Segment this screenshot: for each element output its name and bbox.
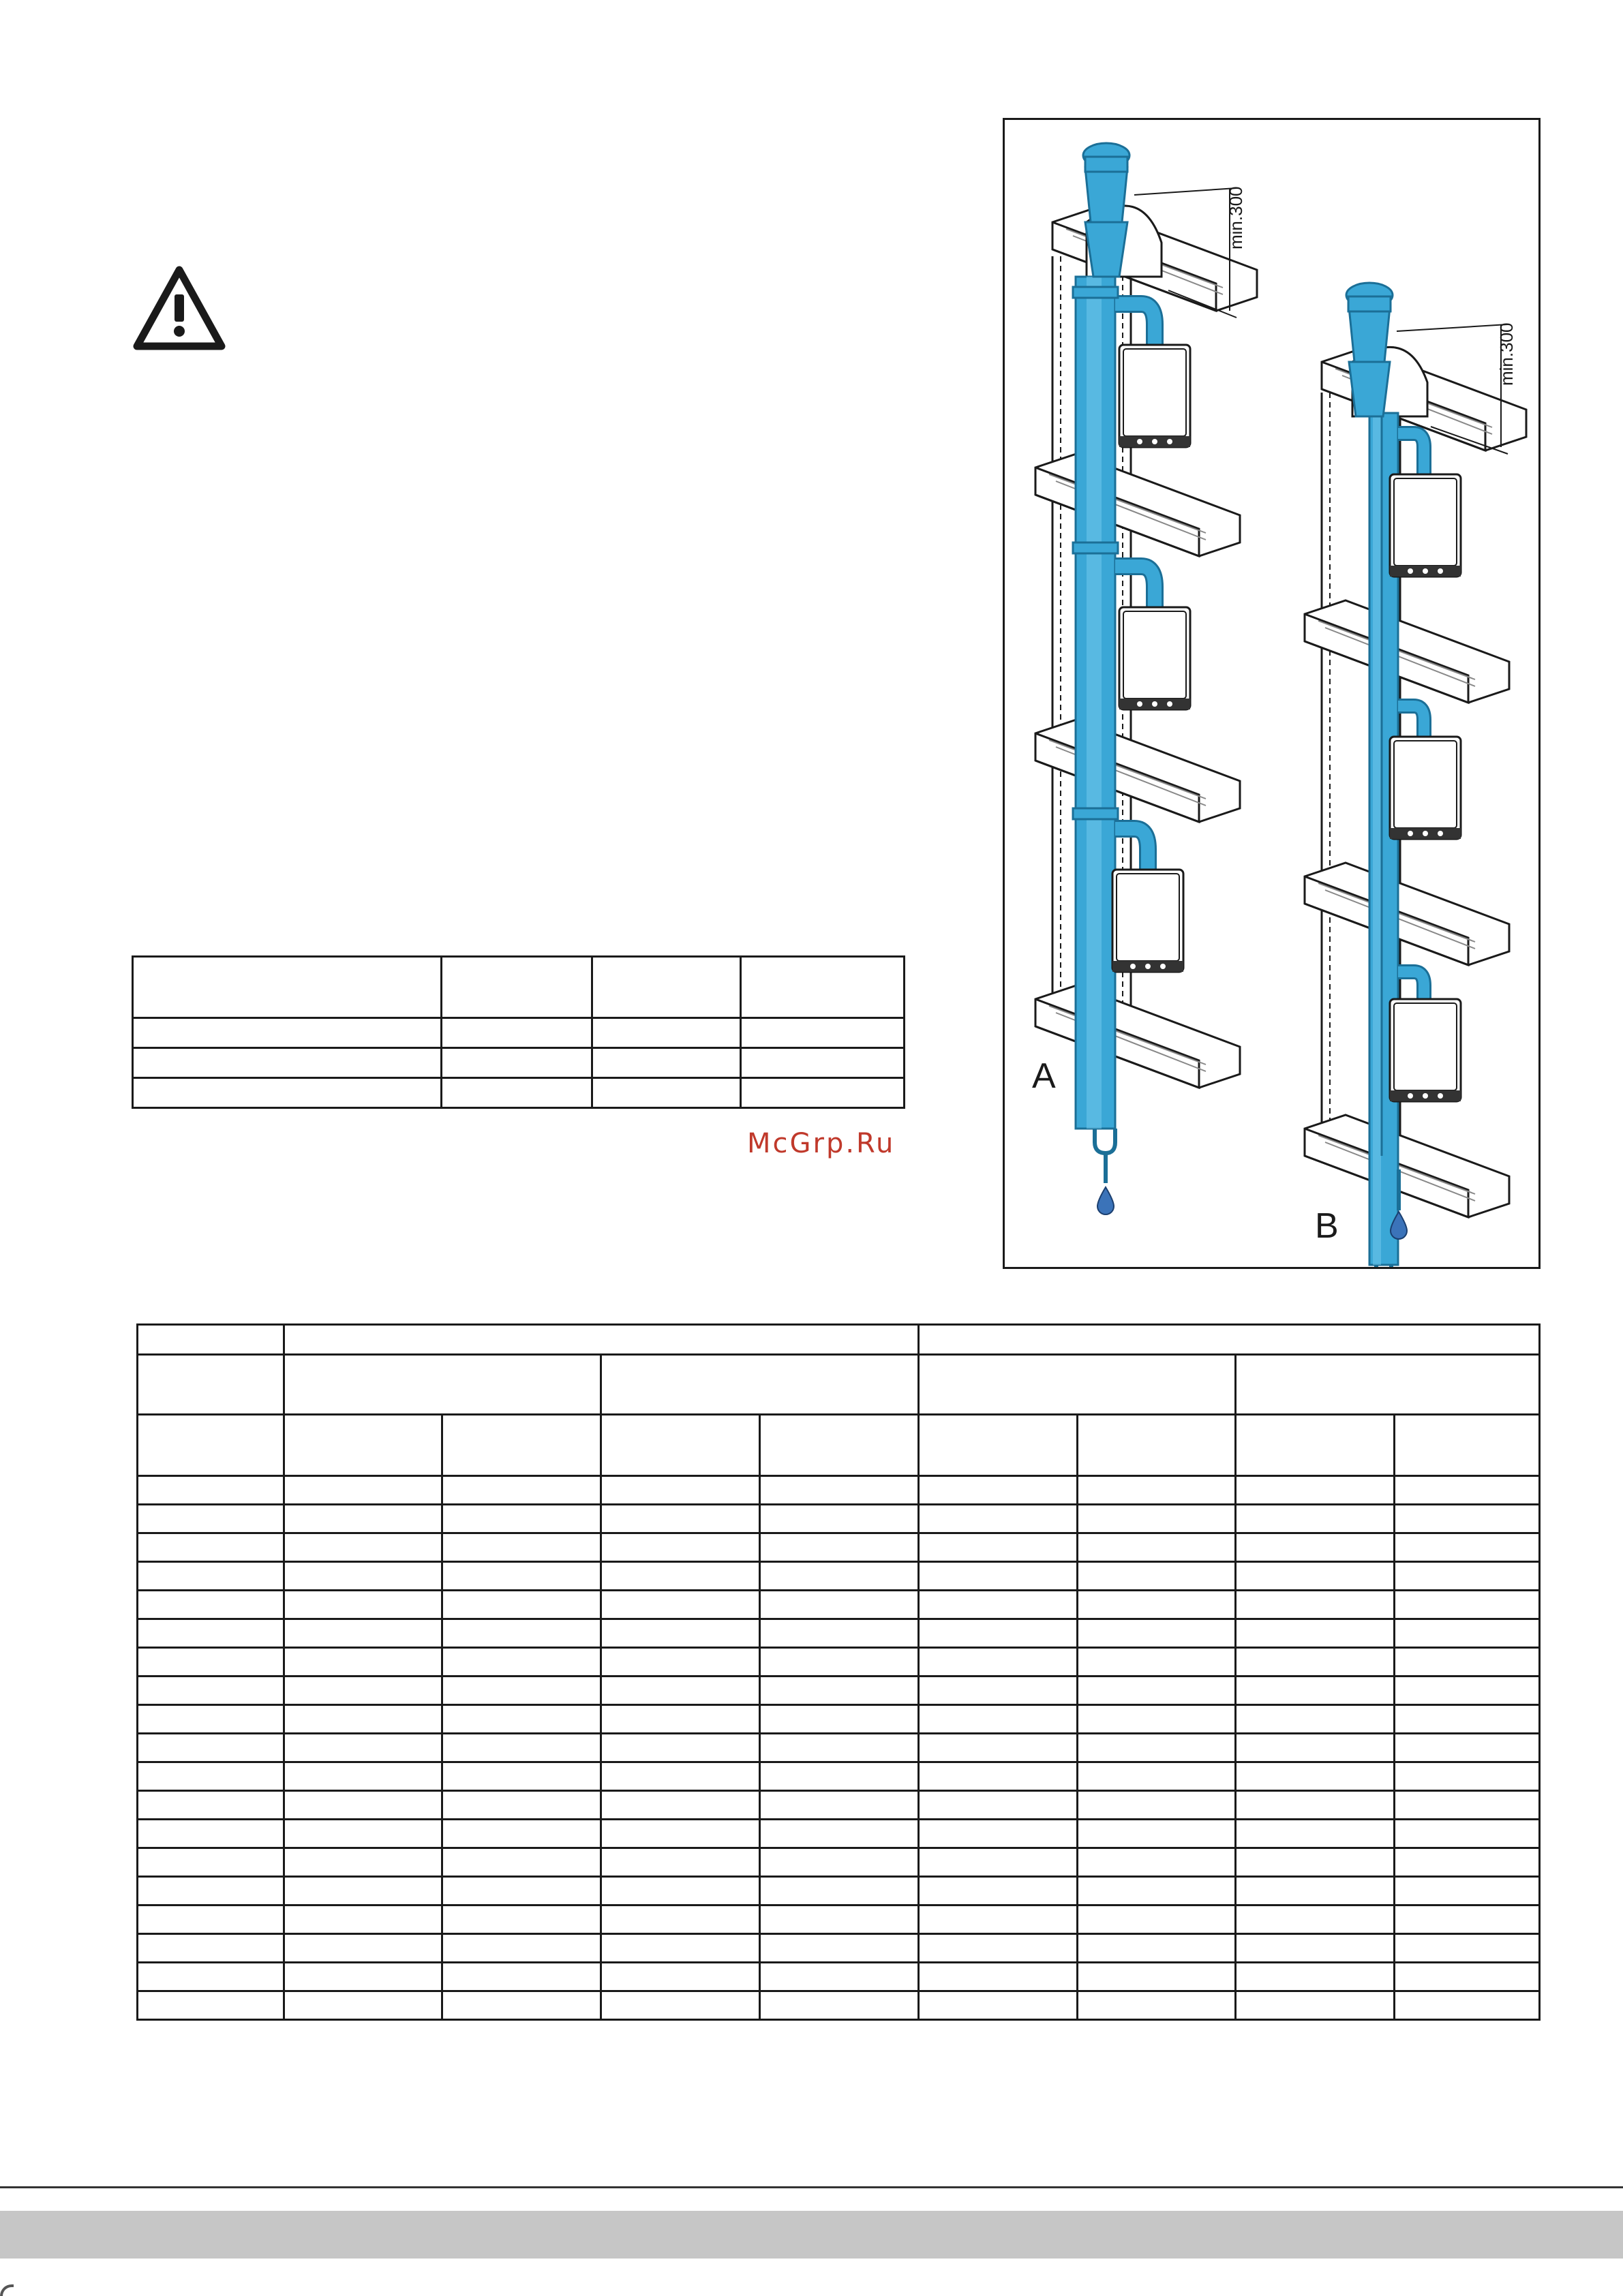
large-table-cell	[919, 1848, 1078, 1877]
large-table-cell	[1236, 1648, 1395, 1677]
large-table-cell	[919, 1476, 1078, 1505]
large-table-cell	[1078, 1905, 1236, 1934]
table-row	[138, 1591, 1540, 1619]
large-table-cell	[760, 1991, 919, 2020]
large-table-cell	[601, 1963, 760, 1991]
large-table-cell	[1236, 1820, 1395, 1848]
large-table-cell	[138, 1848, 284, 1877]
large-table-cell	[1395, 1762, 1540, 1791]
small-table-cell	[741, 1078, 905, 1108]
large-table-cell	[1395, 1734, 1540, 1762]
large-table-cell	[919, 1677, 1078, 1705]
dimension-label-a: min.300	[1226, 186, 1246, 249]
large-table-cell	[284, 1848, 442, 1877]
large-table-cell	[1395, 1934, 1540, 1963]
large-table-cell	[760, 1734, 919, 1762]
large-table-cell	[1078, 1991, 1236, 2020]
large-table-cell	[760, 1591, 919, 1619]
large-table-cell	[1078, 1762, 1236, 1791]
large-table-cell	[760, 1905, 919, 1934]
large-table-cell	[442, 1820, 601, 1848]
large-table-cell	[1236, 1877, 1395, 1905]
large-table-cell	[138, 1705, 284, 1734]
large-table-cell	[138, 1734, 284, 1762]
large-table-cell	[138, 1562, 284, 1591]
small-table	[132, 955, 905, 1109]
large-table-cell	[284, 1705, 442, 1734]
large-table-cell	[601, 1355, 919, 1415]
small-table-cell	[741, 1018, 905, 1048]
large-table-cell	[1078, 1648, 1236, 1677]
table-row	[138, 1562, 1540, 1591]
large-table-cell	[1395, 1591, 1540, 1619]
large-table-cell	[442, 1991, 601, 2020]
large-table-cell	[284, 1619, 442, 1648]
chimney-installation-figure	[1005, 120, 1538, 1267]
large-table-cell	[138, 1905, 284, 1934]
large-table-cell	[138, 1762, 284, 1791]
large-table-cell	[760, 1705, 919, 1734]
large-table-cell	[1236, 1562, 1395, 1591]
figure-a	[1032, 143, 1257, 1214]
small-table-cell	[442, 1018, 592, 1048]
large-table-cell	[1236, 1591, 1395, 1619]
large-table-cell	[284, 1648, 442, 1677]
large-table-cell	[760, 1562, 919, 1591]
large-table-cell	[442, 1476, 601, 1505]
large-table-cell	[284, 1762, 442, 1791]
figure-label-a: A	[1032, 1056, 1056, 1096]
large-table-cell	[760, 1648, 919, 1677]
table-row	[138, 1791, 1540, 1820]
large-table-cell	[760, 1848, 919, 1877]
large-table-cell	[284, 1476, 442, 1505]
large-table-cell	[1395, 1476, 1540, 1505]
large-table-cell	[284, 1877, 442, 1905]
large-table-cell	[1078, 1415, 1236, 1476]
large-table-cell	[442, 1877, 601, 1905]
large-table-cell	[284, 1533, 442, 1562]
large-table-cell	[284, 1591, 442, 1619]
large-table-cell	[138, 1677, 284, 1705]
large-table-cell	[601, 1762, 760, 1791]
small-table-cell	[592, 1048, 741, 1078]
large-table-cell	[284, 1562, 442, 1591]
large-table-cell	[442, 1734, 601, 1762]
large-table-cell	[442, 1963, 601, 1991]
large-table-cell	[1236, 1705, 1395, 1734]
large-table-cell	[442, 1533, 601, 1562]
large-table-cell	[1078, 1677, 1236, 1705]
small-table-cell	[592, 957, 741, 1018]
small-table-cell	[442, 1078, 592, 1108]
large-table-cell	[1395, 1905, 1540, 1934]
table-row	[138, 1476, 1540, 1505]
large-table-cell	[1078, 1562, 1236, 1591]
large-table-cell	[442, 1591, 601, 1619]
large-table-cell	[1395, 1505, 1540, 1533]
large-table-cell	[138, 1991, 284, 2020]
large-table-cell	[1395, 1562, 1540, 1591]
large-table-cell	[1236, 1533, 1395, 1562]
large-table-cell	[284, 1934, 442, 1963]
figure-label-b: B	[1315, 1206, 1339, 1246]
large-table-cell	[760, 1762, 919, 1791]
small-table-cell	[741, 957, 905, 1018]
large-table-cell	[138, 1877, 284, 1905]
large-table-cell	[1078, 1619, 1236, 1648]
large-table-cell	[1395, 1619, 1540, 1648]
large-table-cell	[1078, 1791, 1236, 1820]
large-table-cell	[1078, 1848, 1236, 1877]
large-table-cell	[919, 1705, 1078, 1734]
large-table-cell	[1236, 1734, 1395, 1762]
large-table-cell	[601, 1677, 760, 1705]
large-table-cell	[919, 1648, 1078, 1677]
large-table-cell	[442, 1905, 601, 1934]
large-table-cell	[919, 1734, 1078, 1762]
large-table-cell	[1236, 1505, 1395, 1533]
large-table-cell	[760, 1820, 919, 1848]
large-table-cell	[601, 1648, 760, 1677]
large-table-cell	[442, 1619, 601, 1648]
dimension-label-b: min.300	[1496, 322, 1517, 386]
large-table-cell	[919, 1325, 1540, 1355]
small-table-cell	[741, 1048, 905, 1078]
large-table-cell	[601, 1562, 760, 1591]
large-table-cell	[138, 1591, 284, 1619]
large-table-cell	[1078, 1505, 1236, 1533]
large-table-cell	[919, 1505, 1078, 1533]
large-table-cell	[601, 1848, 760, 1877]
table-row	[138, 1619, 1540, 1648]
large-table-cell	[919, 1619, 1078, 1648]
large-table-cell	[760, 1791, 919, 1820]
large-table-cell	[1078, 1705, 1236, 1734]
large-table-cell	[760, 1415, 919, 1476]
table-row	[138, 1705, 1540, 1734]
large-table-body	[138, 1476, 1540, 2020]
large-table-cell	[1078, 1533, 1236, 1562]
large-table-cell	[442, 1677, 601, 1705]
large-table-cell	[601, 1877, 760, 1905]
large-table-cell	[1395, 1415, 1540, 1476]
small-table-cell	[133, 1048, 442, 1078]
footer-bar	[0, 2211, 1623, 2259]
table-row	[138, 1905, 1540, 1934]
table-row	[138, 1848, 1540, 1877]
large-table-cell	[1236, 1762, 1395, 1791]
watermark: McGrp.Ru	[747, 1128, 896, 1159]
figure-b	[1305, 283, 1526, 1267]
large-table-cell	[601, 1619, 760, 1648]
large-table-cell	[442, 1705, 601, 1734]
large-table-cell	[442, 1762, 601, 1791]
large-table-cell	[284, 1791, 442, 1820]
large-table-cell	[1236, 1963, 1395, 1991]
table-row	[138, 1820, 1540, 1848]
large-table-cell	[1395, 1705, 1540, 1734]
large-table-cell	[284, 1905, 442, 1934]
large-table-cell	[138, 1619, 284, 1648]
large-table-cell	[442, 1648, 601, 1677]
large-table-cell	[601, 1476, 760, 1505]
large-table-cell	[919, 1820, 1078, 1848]
large-table-cell	[1236, 1905, 1395, 1934]
large-table-cell	[1078, 1591, 1236, 1619]
large-table-cell	[1236, 1355, 1540, 1415]
large-table-cell	[1395, 1820, 1540, 1848]
large-table-cell	[1395, 1848, 1540, 1877]
large-table-cell	[760, 1963, 919, 1991]
table-row	[138, 1991, 1540, 2020]
large-table-cell	[1078, 1476, 1236, 1505]
large-table-cell	[919, 1877, 1078, 1905]
large-table-cell	[138, 1820, 284, 1848]
large-table-cell	[442, 1791, 601, 1820]
large-table-cell	[442, 1562, 601, 1591]
large-table-cell	[601, 1705, 760, 1734]
large-table-cell	[1236, 1415, 1395, 1476]
large-table-cell	[138, 1355, 284, 1415]
large-table-cell	[601, 1991, 760, 2020]
large-table-cell	[601, 1415, 760, 1476]
large-table-cell	[284, 1820, 442, 1848]
small-table-cell	[442, 1048, 592, 1078]
large-table-cell	[442, 1934, 601, 1963]
table-row	[138, 1648, 1540, 1677]
large-table-cell	[1078, 1963, 1236, 1991]
large-table-cell	[1395, 1677, 1540, 1705]
large-table-cell	[138, 1934, 284, 1963]
large-table-cell	[760, 1533, 919, 1562]
large-table-cell	[601, 1505, 760, 1533]
large-table-cell	[1078, 1734, 1236, 1762]
large-table-cell	[284, 1355, 601, 1415]
small-table-cell	[133, 1078, 442, 1108]
warning-triangle-icon	[132, 264, 227, 352]
large-table-cell	[1395, 1963, 1540, 1991]
footer-rule	[0, 2186, 1623, 2188]
large-table-cell	[138, 1791, 284, 1820]
large-table-cell	[601, 1734, 760, 1762]
large-table-cell	[1395, 1533, 1540, 1562]
large-table-cell	[284, 1325, 919, 1355]
large-table-cell	[919, 1791, 1078, 1820]
large-table-cell	[1078, 1820, 1236, 1848]
large-table-cell	[1395, 1648, 1540, 1677]
large-table-cell	[919, 1991, 1078, 2020]
table-row	[138, 1533, 1540, 1562]
large-table-cell	[919, 1905, 1078, 1934]
large-table-cell	[284, 1415, 442, 1476]
large-table-cell	[138, 1415, 284, 1476]
large-table-cell	[442, 1505, 601, 1533]
table-row	[138, 1877, 1540, 1905]
small-table-cell	[592, 1078, 741, 1108]
small-table-cell	[133, 1018, 442, 1048]
large-table	[136, 1323, 1541, 2021]
large-table-cell	[138, 1476, 284, 1505]
large-table-cell	[919, 1762, 1078, 1791]
large-table-cell	[138, 1648, 284, 1677]
large-table-cell	[1236, 1476, 1395, 1505]
table-row	[138, 1762, 1540, 1791]
large-table-cell	[284, 1963, 442, 1991]
large-table-cell	[919, 1963, 1078, 1991]
large-table-cell	[919, 1562, 1078, 1591]
small-table-cell	[133, 957, 442, 1018]
large-table-cell	[138, 1505, 284, 1533]
large-table-cell	[1395, 1791, 1540, 1820]
large-table-cell	[919, 1934, 1078, 1963]
large-table-cell	[601, 1934, 760, 1963]
large-table-cell	[760, 1619, 919, 1648]
table-row	[138, 1505, 1540, 1533]
large-table-cell	[760, 1505, 919, 1533]
small-table-cell	[592, 1018, 741, 1048]
large-table-cell	[760, 1476, 919, 1505]
large-table-cell	[138, 1963, 284, 1991]
small-table-cell	[442, 957, 592, 1018]
large-table-cell	[138, 1533, 284, 1562]
large-table-cell	[138, 1325, 284, 1355]
large-table-cell	[601, 1820, 760, 1848]
footer-corner-mark	[0, 2284, 14, 2296]
large-table-cell	[284, 1505, 442, 1533]
large-table-cell	[1236, 1934, 1395, 1963]
large-table-cell	[760, 1877, 919, 1905]
large-table-cell	[284, 1677, 442, 1705]
large-table-cell	[919, 1415, 1078, 1476]
figure-frame	[1003, 118, 1541, 1269]
large-table-cell	[1236, 1848, 1395, 1877]
table-row	[138, 1734, 1540, 1762]
large-table-cell	[919, 1591, 1078, 1619]
large-table-cell	[601, 1533, 760, 1562]
large-table-cell	[1078, 1934, 1236, 1963]
table-row	[138, 1963, 1540, 1991]
large-table-cell	[284, 1991, 442, 2020]
large-table-cell	[1078, 1877, 1236, 1905]
large-table-cell	[919, 1355, 1236, 1415]
large-table-cell	[1236, 1619, 1395, 1648]
table-row	[138, 1677, 1540, 1705]
large-table-cell	[601, 1905, 760, 1934]
large-table-cell	[601, 1591, 760, 1619]
large-table-cell	[760, 1677, 919, 1705]
large-table-cell	[1395, 1877, 1540, 1905]
large-table-cell	[284, 1734, 442, 1762]
large-table-cell	[1236, 1991, 1395, 2020]
large-table-cell	[442, 1415, 601, 1476]
large-table-cell	[601, 1791, 760, 1820]
large-table-cell	[1236, 1677, 1395, 1705]
large-table-cell	[1395, 1991, 1540, 2020]
table-row	[138, 1934, 1540, 1963]
large-table-cell	[919, 1533, 1078, 1562]
large-table-cell	[1236, 1791, 1395, 1820]
large-table-cell	[442, 1848, 601, 1877]
large-table-cell	[760, 1934, 919, 1963]
water-drop-icon	[1097, 1187, 1114, 1214]
